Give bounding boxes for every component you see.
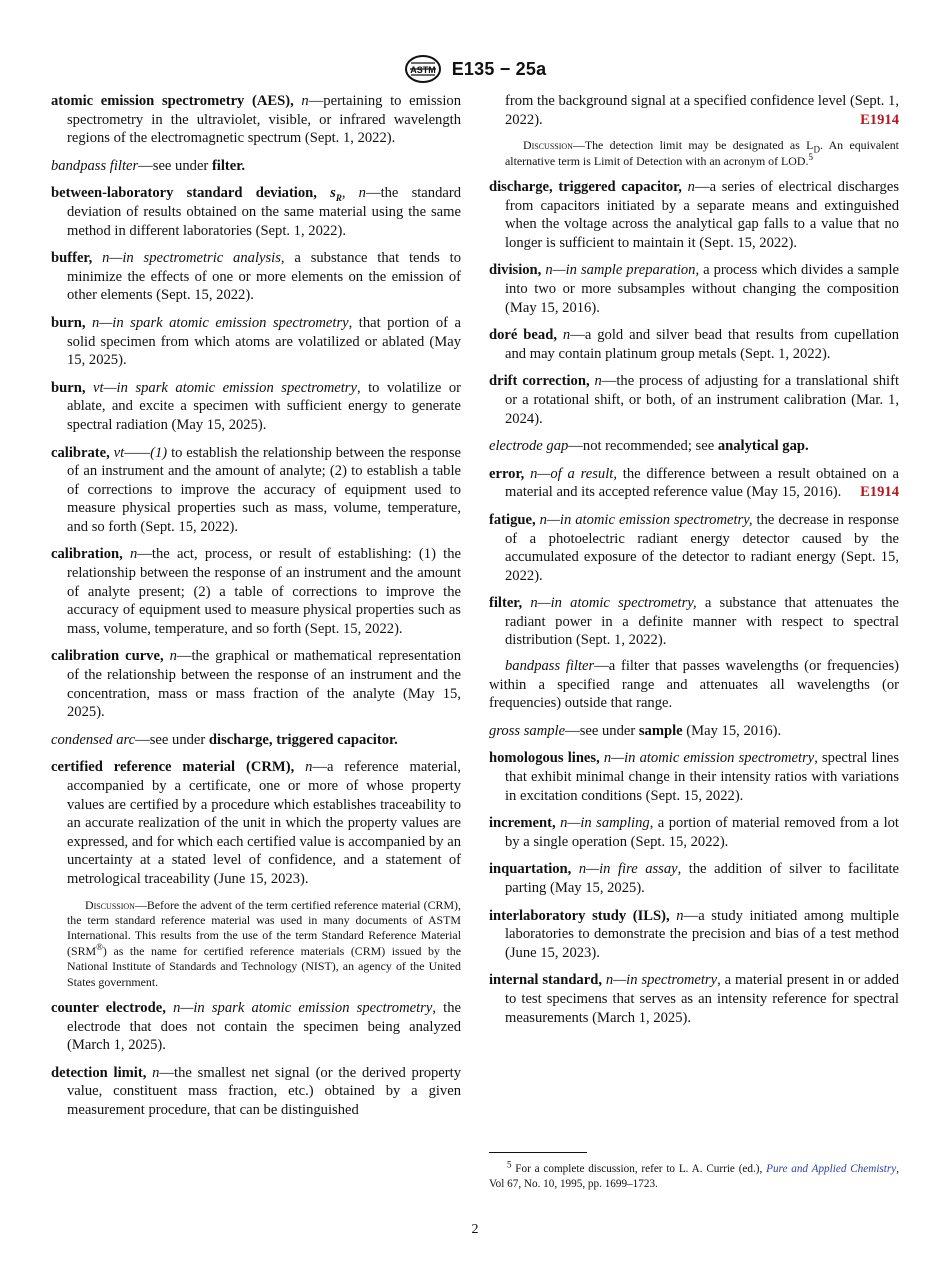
- entry-definition: —pertaining to emission spectrometry in the ultraviolet, visible, or infrared wavelength regions of the electromagnetic spectrum (Sept. 1, 2022).: [67, 93, 461, 147]
- footnote-rule: [489, 1152, 587, 1153]
- detection-limit-continuation: from the background signal at a specified confidence level (Sept. 1, 2022). E1914: [505, 93, 899, 128]
- entry-part-of-speech: n: [102, 250, 110, 267]
- glossary-entry-burn: [51, 379, 461, 435]
- entry-term: error,: [489, 465, 525, 482]
- glossary-entry-burn: [51, 314, 461, 370]
- glossary-entry-fatigue: [489, 511, 899, 585]
- glossary-entry-calibrate: [51, 444, 461, 537]
- glossary-entry-error: [489, 465, 899, 502]
- entry-context: in spark atomic emission spectrometry: [112, 314, 349, 331]
- entry-see-reference: analytical gap.: [717, 438, 809, 455]
- entry-definition: —the act, process, or result of establishing: (1) the relationship between the response of an instrument and the amount of analyte present; (2) a table of corrections to improve the accuracy of equipment used to measure physical properties such as mass, volume, temperature, and so forth (Sept. 15, 2022).: [67, 546, 461, 637]
- entry-term: increment,: [489, 815, 556, 832]
- entry-definition: , spectral lines that exhibit minimal change in their intensity ratios with variations in excitation conditions (Sept. 15, 2022).: [505, 750, 900, 804]
- footnote-5: $^5$ For a complete discussion, refer to L. A. Currie (ed.), Pure and Applied Chemistry, Vol 67, No. 10, 1995, pp. 1699–1723.: [489, 1159, 900, 1191]
- entry-term: homologous lines,: [489, 750, 600, 767]
- entry-part-of-speech: n: [562, 327, 571, 344]
- entry-definition: , a material present in or added to test specimens that serves as an intensity reference for spectral measurements (March 1, 2025).: [505, 972, 899, 1026]
- entry-definition: , that portion of a solid specimen from which atoms are volatilized or ablated (May 15, 2025).: [67, 314, 462, 369]
- entry-term: drift correction,: [489, 373, 590, 390]
- glossary-entry-calibration-curve: [51, 647, 461, 721]
- entry-definition: —the process of adjusting for a translational shift or a rotational shift, or both, of an instrument calibration (Mar. 1, 2024).: [505, 373, 900, 427]
- page-number: 2: [471, 1222, 479, 1237]
- entry-definition: , a portion of material removed from a lot by a single operation (Sept. 15, 2022).: [505, 815, 899, 850]
- crm-discussion-note: Discussion—Before the advent of the term certified reference material (CRM), the term standard reference material was used in many documents of ASTM International. This results from the use of the term Standard Reference Material (SRM®) as the name for certified reference materials (CRM) issued by the National Institute of Standards and Technology (NIST), an agency of the United States government.: [67, 897, 461, 989]
- entry-see-reference: discharge, triggered capacitor.: [208, 731, 398, 748]
- entry-see-reference: sample: [638, 722, 683, 739]
- entry-term: inquartation,: [489, 861, 572, 878]
- entry-definition: —the smallest net signal (or the derived property value, constituent mass fraction, etc.) obtained by a given measurement procedure, that can be distinguished: [67, 1064, 461, 1118]
- entry-context: ——(1): [124, 444, 168, 461]
- entry-context: —in atomic spectrometry,: [537, 595, 697, 612]
- entry-term: buffer,: [51, 250, 93, 267]
- reference-e1914: E1914: [860, 111, 899, 128]
- entry-term: gross sample: [489, 722, 566, 739]
- entry-term: burn,: [51, 314, 86, 331]
- entry-part-of-speech: n: [539, 511, 547, 528]
- glossary-entry-increment: [489, 814, 899, 851]
- entry-term: fatigue,: [489, 511, 536, 528]
- entry-part-of-speech: n: [676, 907, 684, 924]
- svg-text:ASTM: ASTM: [409, 65, 436, 75]
- bandpass-filter-subentry: bandpass filter—a filter that passes wavelengths (or frequencies) within a specified range and attenuates all wavelengths (or frequencies) outside that range.: [489, 658, 899, 712]
- entry-definition: , a substance that tends to minimize the effects of one or more elements on the emission of other elements (Sept. 15, 2022).: [67, 250, 461, 304]
- entry-context: —in sample preparation,: [552, 262, 700, 279]
- entry-definition: the decrease in response of a photoelectric radiant energy detector caused by the accumulated exposure of the detector to radiant energy (Sept. 15, 2022).: [505, 511, 900, 584]
- entry-part-of-speech: n: [301, 93, 309, 109]
- entry-part-of-speech: n: [358, 185, 366, 202]
- glossary-entry-atomic-emission-spectrometry-aes: [51, 92, 461, 148]
- entry-term: condensed arc: [51, 731, 136, 748]
- entry-part-of-speech: n: [130, 546, 138, 563]
- glossary-entry-discharge-triggered-capacitor: [489, 178, 899, 252]
- glossary-entry-drift-correction: [489, 372, 899, 428]
- entry-see-reference: filter.: [211, 157, 246, 174]
- entry-part-of-speech: n: [173, 1000, 181, 1016]
- entry-part-of-speech: n: [605, 972, 614, 989]
- entry-part-of-speech: vt: [113, 444, 125, 461]
- entry-context: —of a result,: [537, 465, 617, 482]
- entry-context: —in spectrometric analysis: [109, 250, 281, 267]
- entry-part-of-speech: n: [305, 759, 313, 776]
- entry-part-of-speech: n: [578, 861, 587, 878]
- left-column: [51, 92, 461, 1129]
- entry-part-of-speech: n: [545, 262, 553, 279]
- entry-context: —in spectrometry: [613, 972, 718, 989]
- entry-context: —in spark atomic emission spectrometry: [180, 1000, 433, 1016]
- entry-term: detection limit,: [51, 1064, 147, 1081]
- entry-definition: —a reference material, accompanied by a certificate, one or more of whose property values are certified by a procedure which establishes traceability to an accurate realization of the unit in which the property values are expressed, and for which each certified value is accompanied by an uncertainty at a stated level of confidence, and a statement of metrological traceability (June 15, 2023).: [67, 759, 461, 887]
- entry-term: electrode gap: [489, 438, 569, 455]
- entry-part-of-speech: n: [603, 750, 612, 767]
- glossary-entry-certified-reference-material-crm: [51, 758, 461, 888]
- entry-term: internal standard,: [489, 972, 602, 989]
- entry-part-of-speech: n: [530, 465, 538, 482]
- entry-part-of-speech: n: [169, 648, 177, 665]
- entry-term: counter electrode,: [51, 1000, 166, 1016]
- entry-definition: the difference between a result obtained on a material and its accepted reference value (May 15, 2016).: [505, 465, 899, 501]
- entry-definition: —a gold and silver bead that results from cupellation and may contain platinum group metals (Sept. 1, 2022).: [505, 327, 899, 362]
- glossary-entry-detection-limit: [51, 1064, 461, 1120]
- entry-term: interlaboratory study (ILS),: [489, 907, 670, 924]
- entry-definition: —the graphical or mathematical representation of the relationship between the response of an instrument and the concentration, mass or mass fraction of the analyte (May 15, 2025).: [67, 648, 461, 721]
- entry-part-of-speech: n: [530, 595, 538, 612]
- reference-e1914: E1914: [860, 484, 899, 501]
- footnote-journal-link[interactable]: Pure and Applied Chemistry: [766, 1163, 897, 1175]
- document-designation: E135 − 25a: [451, 58, 547, 79]
- entry-part-of-speech: vt: [93, 379, 104, 396]
- entry-context: —in atomic emission spectrometry,: [546, 511, 753, 528]
- glossary-entry-homologous-lines: [489, 749, 899, 805]
- entry-context: —in fire assay: [586, 861, 678, 878]
- glossary-entry-inquartation: [489, 860, 899, 897]
- entry-definition: , to volatilize or ablate, and excite a specimen with sufficient energy to generate spectral radiation (May 15, 2025).: [67, 379, 462, 433]
- entry-term: certified reference material (CRM),: [51, 759, 295, 776]
- right-column: [489, 92, 899, 1036]
- entry-term: calibration,: [51, 546, 123, 563]
- entry-term: between-laboratory standard deviation,: [51, 185, 317, 202]
- page-header: [0, 54, 950, 84]
- entry-term: division,: [489, 262, 542, 279]
- glossary-entry-electrode-gap: electrode gap—not recommended; see analytical gap.: [489, 438, 809, 455]
- entry-part-of-speech: n: [560, 815, 568, 832]
- entry-term: burn,: [51, 379, 86, 396]
- entry-term: calibration curve,: [51, 648, 164, 665]
- entry-definition: , the electrode that does not contain the specimen being analyzed (March 1, 2025).: [67, 1000, 461, 1054]
- glossary-entry-dor-bead: [489, 326, 899, 363]
- entry-context: —in sampling: [567, 815, 650, 832]
- glossary-entry-interlaboratory-study-ils: [489, 907, 899, 963]
- glossary-entry-calibration: [51, 545, 461, 638]
- glossary-entry-division: [489, 261, 899, 317]
- entry-definition: —a series of electrical discharges from capacitors initiated by a separate means and extinguished when the voltage across the analytical gap falls to a value that no longer is sufficient to maintain it (Sept. 15, 2022).: [505, 179, 899, 251]
- entry-term: bandpass filter: [51, 157, 139, 174]
- entry-term: discharge, triggered capacitor,: [489, 179, 682, 195]
- entry-definition: to establish the relationship between the response of an instrument and the amount of analyte; (2) to establish a table of corrections to improve the accuracy of equipment used to measure physical properties such as mass, volume, temperature, and so forth (Sept. 15, 2022).: [67, 444, 462, 535]
- entry-part-of-speech: n: [152, 1064, 160, 1081]
- entry-term: atomic emission spectrometry (AES),: [51, 93, 294, 109]
- entry-term: doré bead,: [489, 327, 557, 344]
- entry-definition: , the addition of silver to facilitate parting (May 15, 2025).: [505, 861, 899, 896]
- glossary-entry-condensed-arc: condensed arc—see under discharge, triggered capacitor.: [51, 731, 398, 748]
- entry-term: calibrate,: [51, 444, 110, 461]
- astm-logo-icon: [404, 54, 442, 84]
- glossary-entry-internal-standard: [489, 971, 899, 1027]
- glossary-entry-bandpass-filter: bandpass filter—see under filter.: [51, 157, 246, 174]
- entry-context: —in atomic emission spectrometry: [611, 750, 815, 767]
- entry-definition: a substance that attenuates the radiant power in a definite manner with respect to spectral distribution (Sept. 1, 2022).: [505, 595, 899, 649]
- entry-part-of-speech: n: [594, 373, 602, 390]
- entry-definition: —a study initiated among multiple laboratories to demonstrate the precision and bias of a test method (June 15, 2023).: [505, 907, 899, 961]
- glossary-entry-counter-electrode: [51, 999, 461, 1055]
- entry-definition: a process which divides a sample into two or more subsamples without changing the composition (May 15, 2016).: [505, 262, 899, 316]
- entry-term: filter,: [489, 595, 523, 612]
- glossary-entry-between-laboratory-standard-deviation: between-laboratory standard deviation, $s_R$, n—the standard deviation of results obtained on the same material using the same method in different laboratories (Sept. 1, 2022).: [51, 185, 462, 239]
- entry-context: —in spark atomic emission spectrometry: [103, 379, 357, 396]
- detection-limit-discussion: Discussion—The detection limit may be designated as $L_D$. An equivalent alternative term is Limit of Detection with an acronym of LOD.$^5$: [505, 138, 899, 168]
- entry-definition: —the standard deviation of results obtained on the same material using the same method in different laboratories (Sept. 1, 2022).: [67, 185, 462, 239]
- entry-part-of-speech: n: [687, 179, 695, 195]
- glossary-entry-filter: [489, 594, 899, 650]
- entry-part-of-speech: n—: [92, 314, 113, 331]
- glossary-entry-gross-sample: gross sample—see under sample (May 15, 2016).: [489, 722, 782, 739]
- glossary-entry-buffer: [51, 249, 461, 305]
